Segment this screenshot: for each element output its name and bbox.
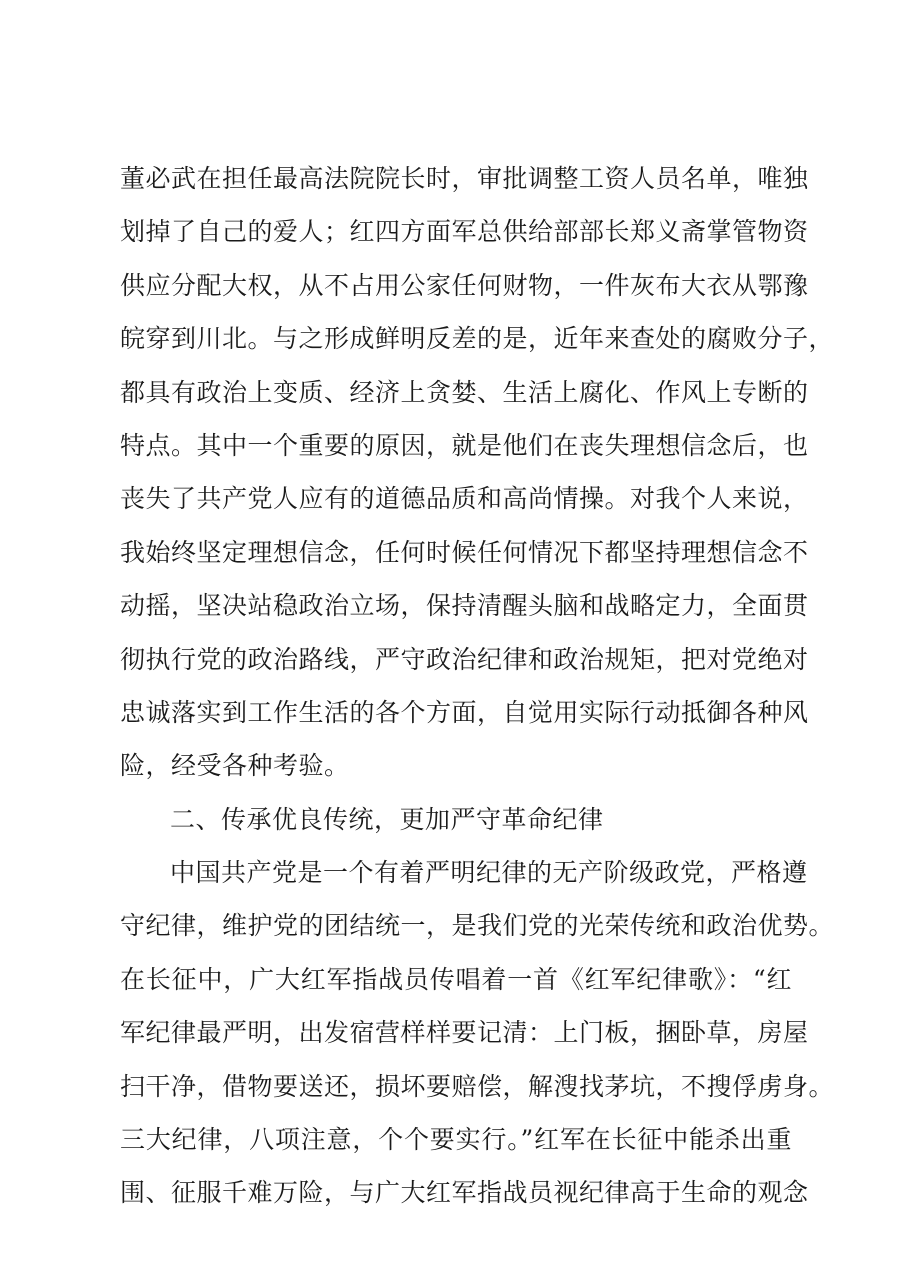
paragraph-line: 丧失了共产党人应有的道德品质和高尚情操。对我个人来说，: [120, 484, 809, 514]
paragraph-line: 忠诚落实到工作生活的各个方面，自觉用实际行动抵御各种风: [120, 697, 809, 727]
paragraph-line: 险，经受各种考验。: [120, 751, 350, 781]
paragraph-line: 在长征中，广大红军指战员传唱着一首《红军纪律歌》：“红: [120, 964, 792, 994]
paragraph-line: 特点。其中一个重要的原因，就是他们在丧失理想信念后，也: [120, 430, 809, 460]
paragraph-line: 中国共产党是一个有着严明纪律的无产阶级政党，严格遵: [170, 858, 808, 888]
paragraph-line: 守纪律，维护党的团结统一，是我们党的光荣传统和政治优势。: [120, 911, 835, 941]
section-heading: 二、传承优良传统，更加严守革命纪律: [170, 804, 604, 834]
paragraph-line: 董必武在担任最高法院院长时，审批调整工资人员名单，唯独: [120, 164, 809, 193]
paragraph-line: 都具有政治上变质、经济上贪婪、生活上腐化、作风上专断的: [120, 377, 809, 407]
document-page: [120, 152, 835, 1220]
paragraph-line: 划掉了自己的爱人；红四方面军总供给部部长郑义斋掌管物资: [120, 217, 809, 247]
paragraph-line: 供应分配大权，从不占用公家任何财物，一件灰布大衣从鄂豫: [120, 270, 809, 300]
paragraph-line: 军纪律最严明，出发宿营样样要记清：上门板，捆卧草，房屋: [120, 1018, 809, 1048]
paragraph-line: 三大纪律，八项注意，个个要实行。”红军在长征中能杀出重: [120, 1125, 792, 1155]
paragraph-line: 动摇，坚决站稳政治立场，保持清醒头脑和战略定力，全面贯: [120, 591, 809, 621]
paragraph-line: 皖穿到川北。与之形成鲜明反差的是，近年来查处的腐败分子，: [120, 324, 835, 354]
paragraph-line: 扫干净，借物要送还，损坏要赔偿，解溲找茅坑，不搜俘虏身。: [120, 1071, 835, 1101]
paragraph-line: 我始终坚定理想信念，任何时候任何情况下都坚持理想信念不: [120, 537, 809, 567]
paragraph-line: 彻执行党的政治路线，严守政治纪律和政治规矩，把对党绝对: [120, 644, 809, 674]
paragraph-line: 围、征服千难万险，与广大红军指战员视纪律高于生命的观念: [120, 1178, 809, 1208]
